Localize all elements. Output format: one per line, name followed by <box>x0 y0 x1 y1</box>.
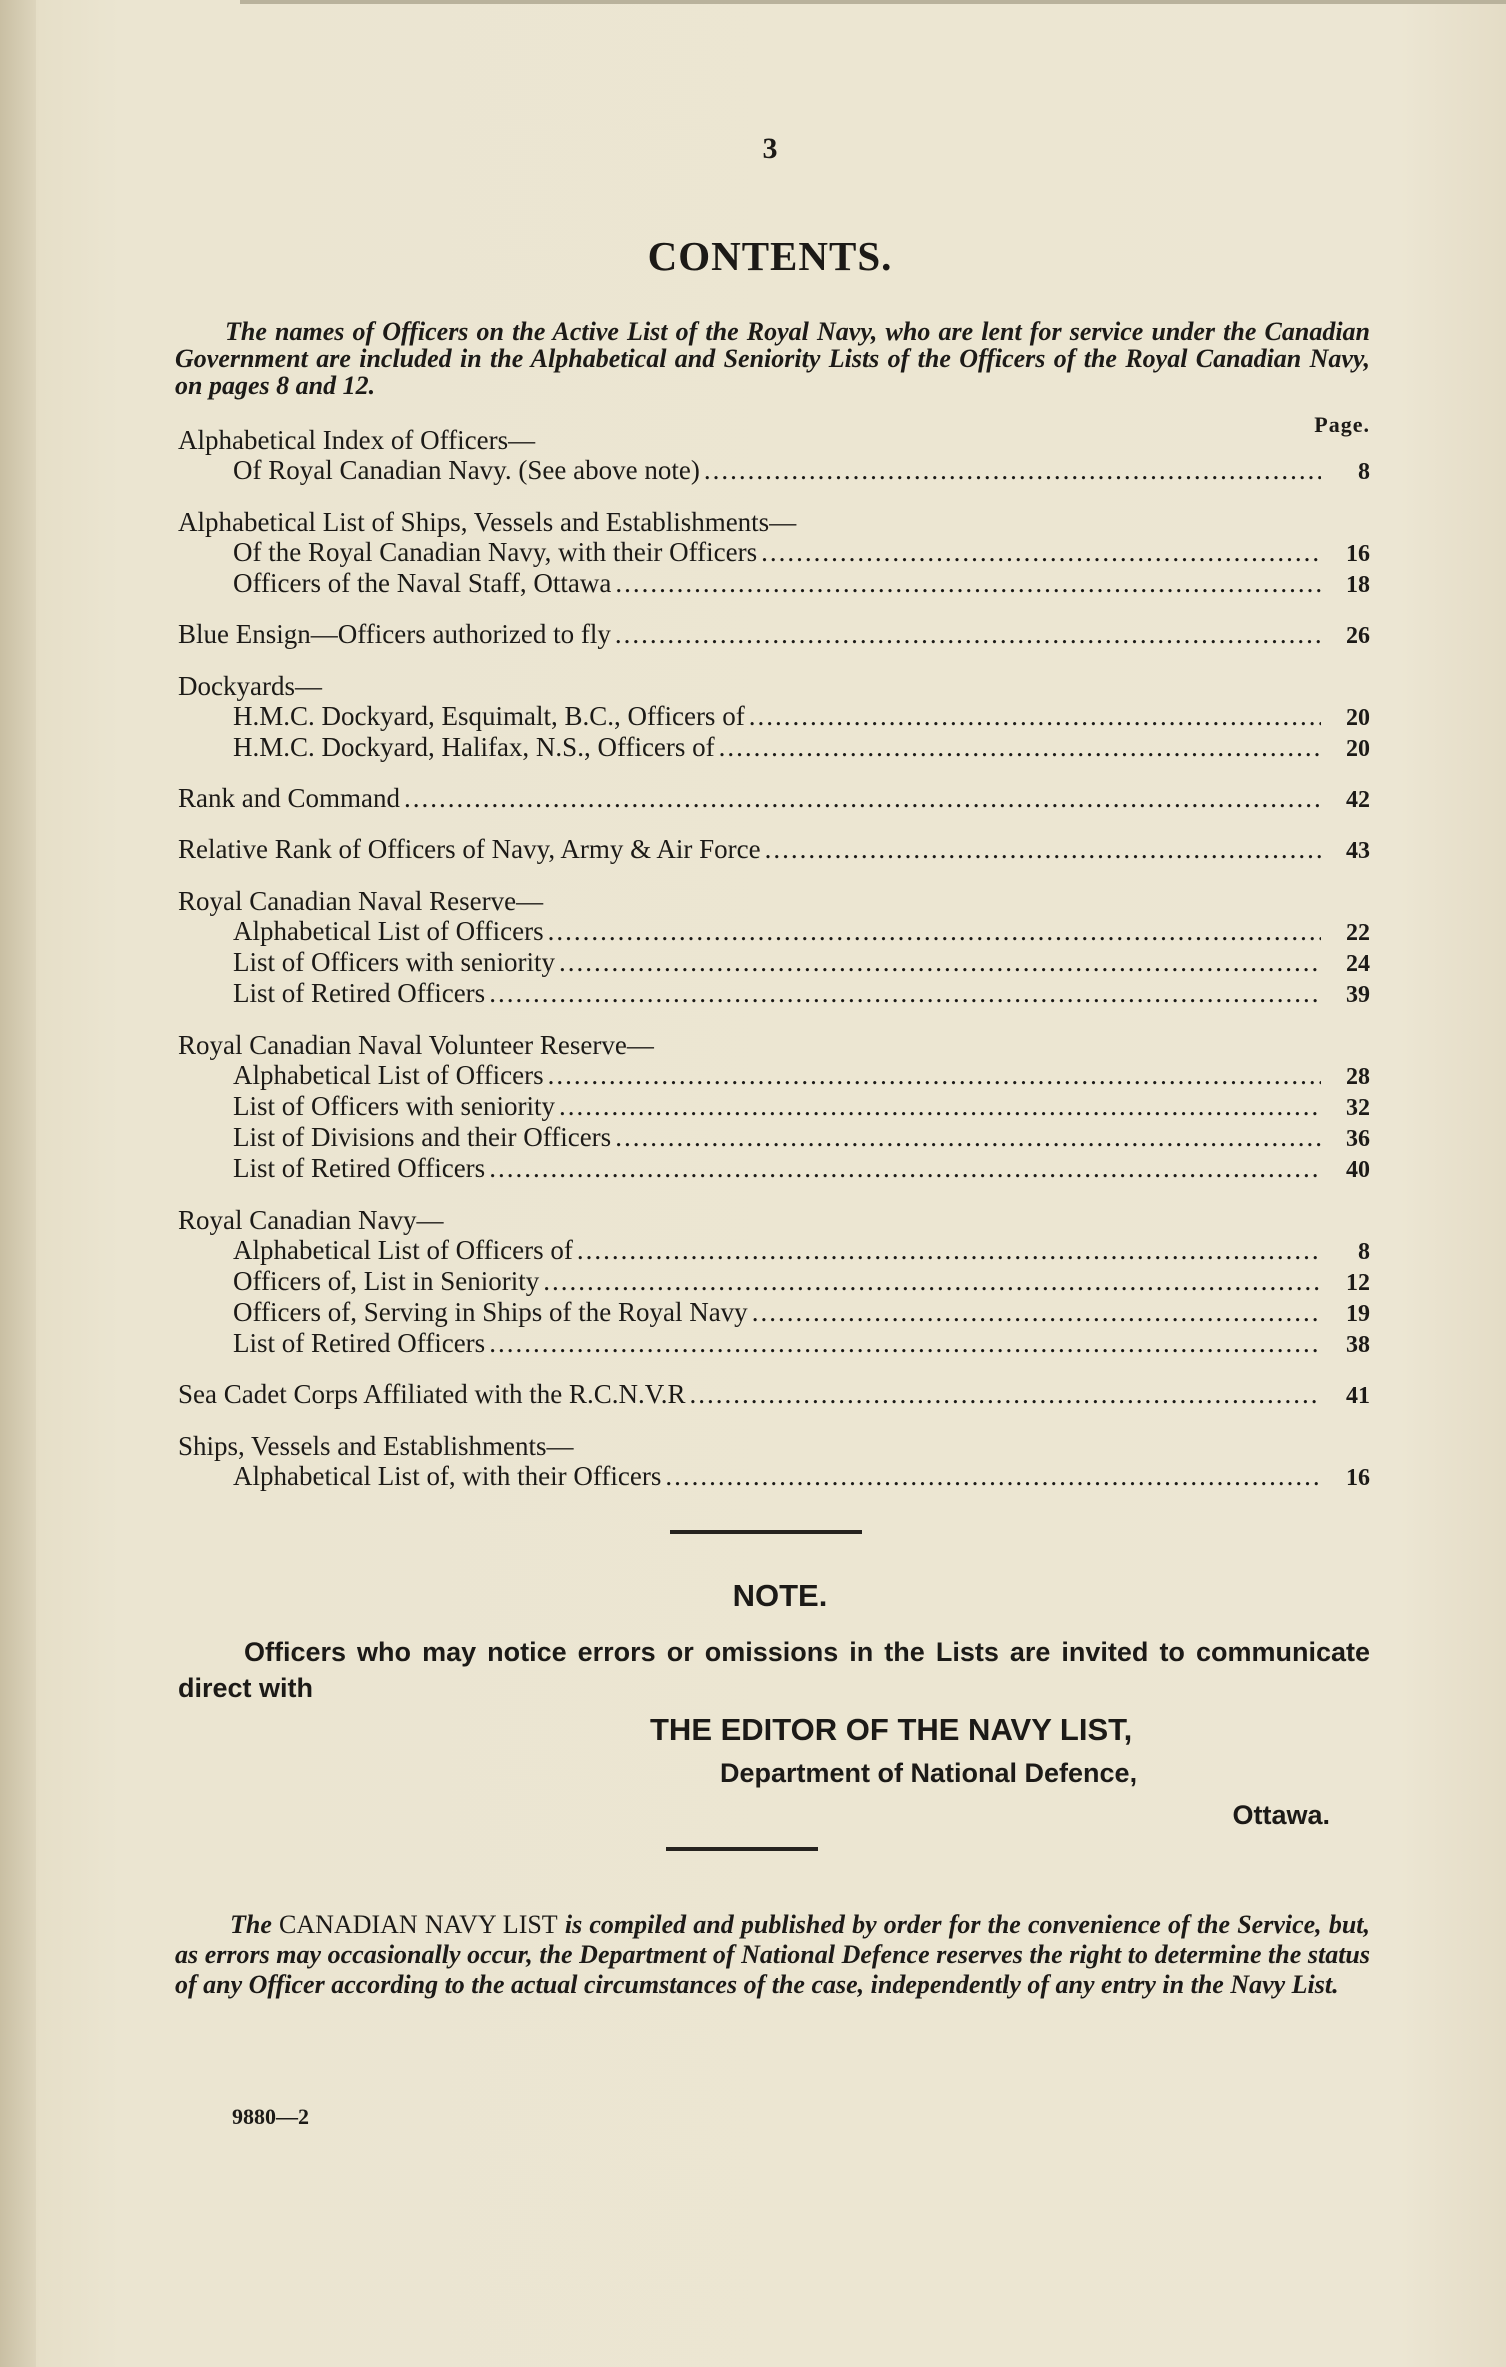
toc-entry <box>178 569 1370 600</box>
toc-entry <box>178 1380 1370 1411</box>
toc-entry-page: 22 <box>1346 920 1370 946</box>
toc-entry-label: H.M.C. Dockyard, Esquimalt, B.C., Officers of <box>233 701 745 731</box>
toc-entry <box>178 1267 1370 1298</box>
table-of-contents <box>178 425 1370 1513</box>
divider-rule <box>666 1847 818 1851</box>
toc-group <box>178 1030 1370 1185</box>
toc-group <box>178 620 1370 651</box>
toc-heading: Royal Canadian Naval Volunteer Reserve— <box>178 1030 654 1060</box>
toc-entry <box>178 917 1370 948</box>
toc-group <box>178 1431 1370 1493</box>
footer-text: is compiled and published by order for the convenience of the Service, but, as errors may occasionally occur, the Department of National Defence reserves the right to determine the status of any Officer according to the actual circumstances of the case, independently of any entry in the Navy List. <box>175 1910 1370 1999</box>
toc-entry-page: 19 <box>1346 1301 1370 1327</box>
footer-lead: The <box>230 1910 272 1939</box>
toc-entry <box>178 702 1370 733</box>
toc-entry-label: Alphabetical List of, with their Officers <box>233 1461 662 1491</box>
note-department: Department of National Defence, <box>720 1758 1138 1788</box>
leader-dots <box>404 784 1321 813</box>
leader-dots <box>577 1236 1321 1265</box>
toc-entry-page: 42 <box>1346 787 1370 813</box>
toc-entry-page: 8 <box>1358 1239 1370 1265</box>
toc-entry-page: 12 <box>1346 1270 1370 1296</box>
toc-entry-page: 16 <box>1346 1465 1370 1491</box>
top-edge-line <box>240 0 1506 4</box>
toc-entry-label: List of Retired Officers <box>233 1153 486 1183</box>
toc-entry-label: Alphabetical List of Officers of <box>233 1235 573 1265</box>
leader-dots <box>548 1061 1321 1090</box>
toc-entry-label: Sea Cadet Corps Affiliated with the R.C.N.V.R <box>178 1379 686 1409</box>
toc-entry-label: Alphabetical List of Officers <box>233 1060 544 1090</box>
note-city: Ottawa. <box>1232 1800 1330 1830</box>
toc-entry-page: 36 <box>1346 1126 1370 1152</box>
intro-paragraph: The names of Officers on the Active List of the Royal Navy, who are lent for service under the Canadian Government are included in the Alphabetical and Seniority Lists of the Officers of the Royal Canadian Navy, on pages 8 and 12. <box>175 317 1370 400</box>
leader-dots <box>543 1267 1321 1296</box>
leader-dots <box>615 620 1321 649</box>
leader-dots <box>559 948 1321 977</box>
page-title: CONTENTS. <box>647 233 893 279</box>
leader-dots <box>752 1298 1321 1327</box>
toc-entry-page: 20 <box>1346 705 1370 731</box>
toc-entry-page: 24 <box>1346 951 1370 977</box>
leader-dots <box>489 1154 1321 1183</box>
leader-dots <box>719 733 1321 762</box>
leader-dots <box>615 1123 1321 1152</box>
toc-heading: Alphabetical List of Ships, Vessels and Establishments— <box>178 507 797 537</box>
toc-entry-page: 40 <box>1346 1157 1370 1183</box>
toc-group <box>178 507 1370 600</box>
toc-group <box>178 886 1370 1010</box>
toc-entry <box>178 1154 1370 1185</box>
toc-heading: Dockyards— <box>178 671 322 701</box>
leader-dots <box>765 835 1321 864</box>
note-editor: THE EDITOR OF THE NAVY LIST, <box>650 1712 1133 1747</box>
toc-entry-label: List of Divisions and their Officers <box>233 1122 612 1152</box>
leader-dots <box>615 569 1321 598</box>
toc-entry <box>178 1123 1370 1154</box>
toc-entry-label: Alphabetical List of Officers <box>233 916 544 946</box>
leader-dots <box>704 456 1321 485</box>
divider-rule <box>670 1530 862 1534</box>
leader-dots <box>548 917 1321 946</box>
toc-entry <box>178 835 1370 866</box>
toc-entry-page: 41 <box>1346 1383 1370 1409</box>
leader-dots <box>761 538 1321 567</box>
toc-group <box>178 671 1370 764</box>
toc-entry <box>178 979 1370 1010</box>
toc-entry-label: Of Royal Canadian Navy. (See above note) <box>233 455 700 485</box>
toc-group <box>178 1380 1370 1411</box>
toc-entry <box>178 1329 1370 1360</box>
toc-group <box>178 835 1370 866</box>
toc-entry-page: 38 <box>1346 1332 1370 1358</box>
toc-entry-page: 43 <box>1346 838 1370 864</box>
toc-group <box>178 1205 1370 1360</box>
toc-entry-label: List of Officers with seniority <box>233 947 555 977</box>
toc-entry-label: List of Retired Officers <box>233 978 486 1008</box>
toc-heading: Royal Canadian Navy— <box>178 1205 444 1235</box>
toc-entry-label: Officers of, Serving in Ships of the Royal Navy <box>233 1297 748 1327</box>
toc-group <box>178 784 1370 815</box>
toc-entry <box>178 620 1370 651</box>
toc-entry <box>178 784 1370 815</box>
toc-entry <box>178 733 1370 764</box>
toc-heading: Ships, Vessels and Establishments— <box>178 1431 574 1461</box>
footer-list-title: CANADIAN NAVY LIST <box>279 1910 558 1939</box>
toc-entry-page: 18 <box>1346 572 1370 598</box>
leader-dots <box>489 1329 1321 1358</box>
toc-entry-label: Officers of, List in Seniority <box>233 1266 540 1296</box>
leader-dots <box>749 702 1321 731</box>
toc-heading: Alphabetical Index of Officers— <box>178 425 536 455</box>
toc-entry-label: List of Officers with seniority <box>233 1091 555 1121</box>
toc-entry <box>178 538 1370 569</box>
print-code: 9880—2 <box>232 2104 309 2129</box>
toc-entry-page: 26 <box>1346 623 1370 649</box>
toc-entry <box>178 948 1370 979</box>
page-spine <box>0 0 36 2367</box>
toc-entry-page: 39 <box>1346 982 1370 1008</box>
toc-entry <box>178 1462 1370 1493</box>
leader-dots <box>559 1092 1321 1121</box>
toc-entry-page: 8 <box>1358 459 1370 485</box>
leader-dots <box>489 979 1321 1008</box>
toc-entry-label: Officers of the Naval Staff, Ottawa <box>233 568 612 598</box>
toc-entry-page: 16 <box>1346 541 1370 567</box>
note-body: Officers who may notice errors or omissions in the Lists are invited to communicate direct with <box>178 1637 1370 1703</box>
toc-entry-page: 28 <box>1346 1064 1370 1090</box>
toc-entry <box>178 1061 1370 1092</box>
toc-entry-label: Rank and Command <box>178 783 400 813</box>
toc-entry-label: H.M.C. Dockyard, Halifax, N.S., Officers of <box>233 732 715 762</box>
toc-entry-page: 20 <box>1346 736 1370 762</box>
note-title: NOTE. <box>732 1578 828 1613</box>
toc-entry <box>178 1236 1370 1267</box>
leader-dots <box>689 1380 1321 1409</box>
toc-heading: Royal Canadian Naval Reserve— <box>178 886 544 916</box>
toc-entry <box>178 1298 1370 1329</box>
page-number: 3 <box>762 132 778 165</box>
toc-entry-label: Blue Ensign—Officers authorized to fly <box>178 619 611 649</box>
toc-entry-page: 32 <box>1346 1095 1370 1121</box>
page-column-header: Page. <box>1314 412 1370 437</box>
toc-entry <box>178 456 1370 487</box>
toc-entry-label: Of the Royal Canadian Navy, with their Officers <box>233 537 758 567</box>
toc-entry-label: List of Retired Officers <box>233 1328 486 1358</box>
leader-dots <box>665 1462 1321 1491</box>
toc-group <box>178 425 1370 487</box>
footer-note <box>175 1910 1370 2000</box>
toc-entry <box>178 1092 1370 1123</box>
toc-entry-label: Relative Rank of Officers of Navy, Army & Air Force <box>178 834 761 864</box>
